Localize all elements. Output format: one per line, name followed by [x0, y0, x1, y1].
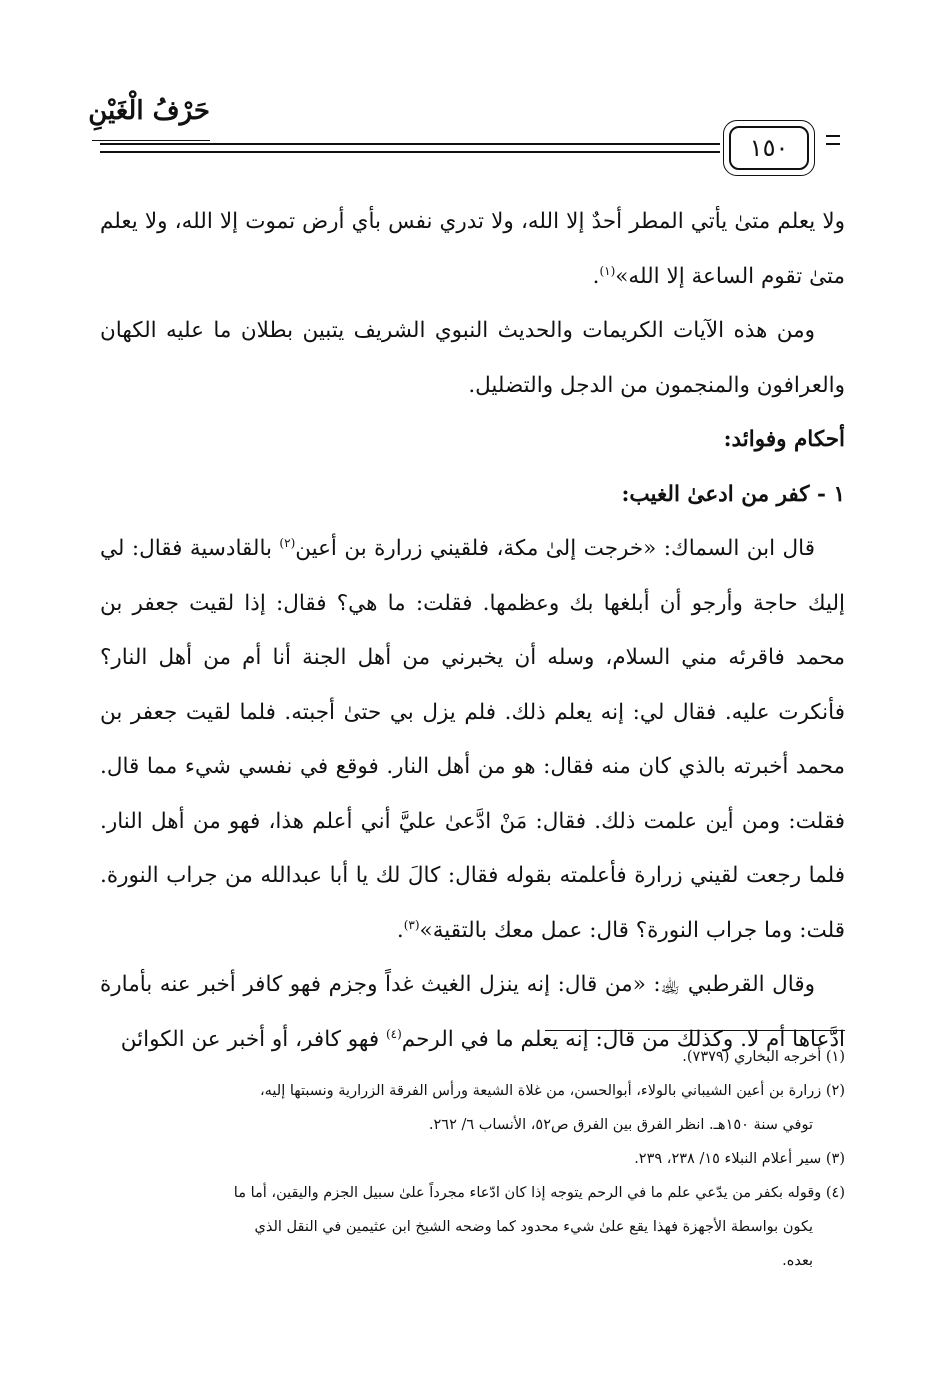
chapter-title-underline	[92, 140, 210, 141]
footnote-1: (١) أخرجه البخاري (٧٣٧٩).	[682, 1049, 845, 1065]
footnote-separator	[545, 1030, 845, 1031]
subsection-heading: ١ - كفر من ادعىٰ الغيب:	[621, 481, 845, 507]
page-number-text: ١٥٠	[749, 134, 789, 162]
footnote-2: (٢) زرارة بن أعين الشيباني بالولاء، أبوالحسن، من غلاة الشيعة ورأس الفرقة الزرارية ونسبتها إليه،	[259, 1083, 845, 1099]
footnote-ref-4[interactable]: (٤)	[385, 1026, 402, 1041]
paragraph-1: ولا يعلم متىٰ يأتي المطر أحدٌ إلا الله، ولا تدري نفس بأي أرض تموت إلا الله، ولا يعلم متىٰ تقوم الساعة إلا الله»$^{(١)}$.	[100, 209, 845, 289]
footnote-ref-3[interactable]: (٣)	[403, 917, 420, 932]
footnote-3: (٣) سير أعلام النبلاء ١٥/ ٢٣٨، ٢٣٩.	[634, 1151, 845, 1167]
header-ornament	[826, 135, 840, 149]
chapter-title: حَرْفُ الْغَيْنِ	[88, 96, 210, 126]
footnotes	[100, 1040, 845, 1278]
page-number	[729, 126, 809, 170]
paragraph-4: وقال القرطبي ﵀: «من قال: إنه ينزل الغيث غداً وجزم فهو كافر أخبر عنه بأمارة ادَّعاها أم لا. وكذلك من قال: إنه يعلم ما في الرحم$^{(٤)}$ فهو كافر، أو أخبر عن الكوائن	[100, 972, 845, 1052]
footnote-4: (٤) وقوله بكفر من يدّعي علم ما في الرحم يتوجه إذا كان ادّعاء مجرداً علىٰ سبيل الجزم واليقين، أما ما	[233, 1185, 845, 1201]
header-rule-top	[100, 143, 720, 145]
footnote-2-continued: توفي سنة ١٥٠هـ. انظر الفرق بين الفرق ص٥٢، الأنساب ٦/ ٢٦٢.	[428, 1117, 813, 1133]
paragraph-3: قال ابن السماك: «خرجت إلىٰ مكة، فلقيني زرارة بن أعين$^{(٢)}$ بالقادسية فقال: لي إليك حاجة وأرجو أن أبلغها بك وعظمها. فقلت: ما هي؟ فقال: إذا لقيت جعفر بن محمد فاقرئه مني السلام، وسله أن يخبرني من أهل الجنة أنا أم من أهل النار؟ فأنكرت عليه. فقال لي: إنه يعلم ذلك. فلم يزل بي حتىٰ أجبته. فلما لقيت جعفر بن محمد أخبرته بالذي كان منه فقال: هو من أهل النار. فوقع في نفسي شيء مما قال. فقلت: ومن أين علمت ذلك. فقال: مَنْ ادَّعىٰ عليَّ أني أعلم هذا، فهو من أهل النار. فلما رجعت لقيني زرارة فأعلمته بقوله فقال: كالَ لك يا أبا عبدالله من جراب النورة. قلت: وما جراب النورة؟ قال: عمل معك بالتقية»$^{(٣)}$.	[100, 535, 845, 943]
header-rule-bottom	[100, 151, 720, 153]
footnote-ref-2[interactable]: (٢)	[279, 535, 296, 550]
main-text	[100, 195, 845, 1067]
footnote-4-continued: يكون بواسطة الأجهزة فهذا يقع علىٰ شيء محدود كما وضحه الشيخ ابن عثيمين في النقل الذي	[254, 1219, 813, 1235]
section-heading: أحكام وفوائد:	[723, 427, 845, 452]
footnote-4-end: بعده.	[782, 1253, 813, 1269]
paragraph-2: ومن هذه الآيات الكريمات والحديث النبوي الشريف يتبين بطلان ما عليه الكهان والعرافون والمنجمون من الدجل والتضليل.	[100, 318, 845, 398]
footnote-ref-1[interactable]: (١)	[599, 263, 616, 278]
